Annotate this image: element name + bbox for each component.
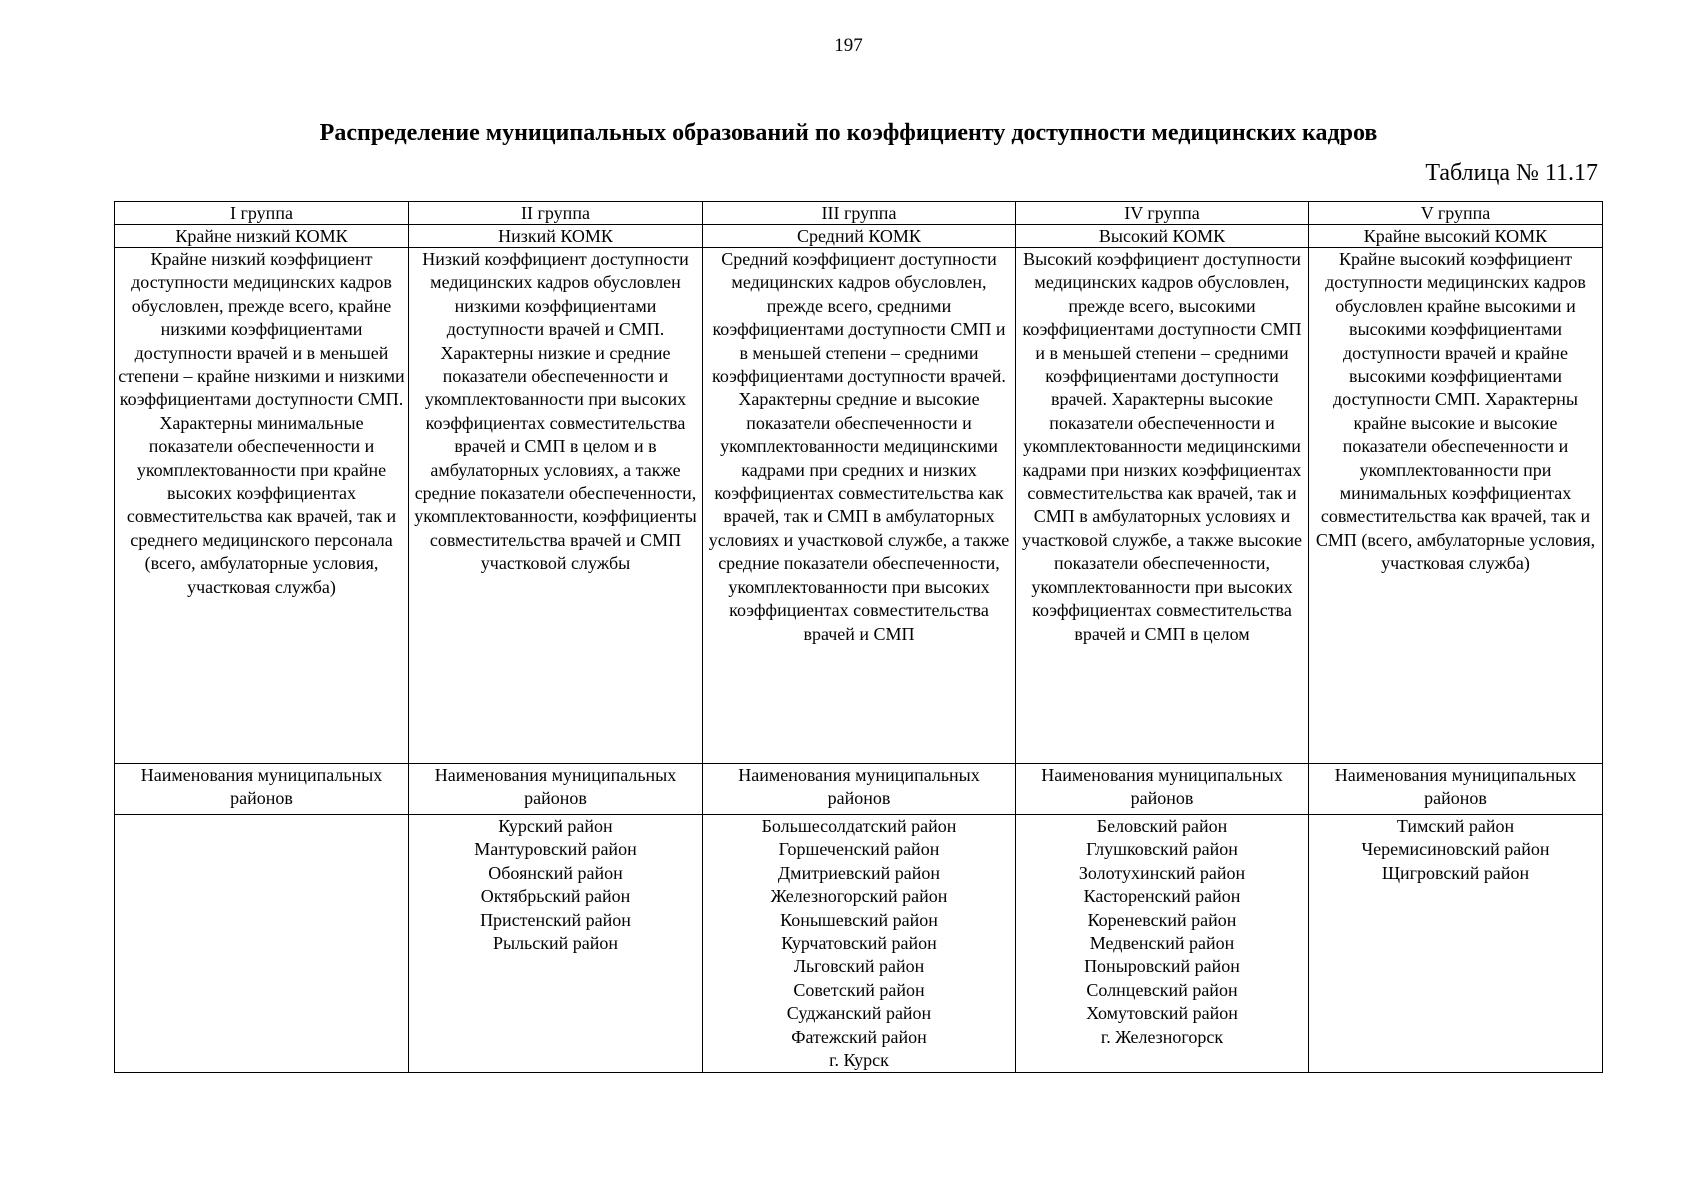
district-name: Курчатовский район [781, 933, 937, 954]
district-list-cell [1309, 815, 1603, 1073]
district-name: Тимский район [1396, 816, 1515, 836]
district-name: Медвенский район [1089, 933, 1235, 954]
group-description-cell: Низкий коэффициент доступности медицинских кадров обусловлен низкими коэффициентами доступности врачей и СМП. Характерны низкие и средние показатели обеспеченности и укомплектованности при высоких коэффициентах совместительства врачей и СМП в целом и в амбулаторных условиях, а также средние показатели обеспеченности, укомплектованности, коэффициенты совместительства врачей и СМП участковой службы [409, 248, 703, 764]
document-title: Распределение муниципальных образований по коэффициенту доступности медицинских кадров [319, 120, 1378, 146]
district-list-row [115, 815, 1603, 1073]
group-name-cell: III группа [703, 202, 1016, 225]
district-name: Золотухинский район [1078, 862, 1246, 883]
table-caption: Таблица № 11.17 [1425, 160, 1598, 186]
group-description-cell: Средний коэффициент доступности медицинских кадров обусловлен, прежде всего, средними коэффициентами доступности СМП и в меньшей степени – средними коэффициентами доступности врачей. Характерны средние и высокие показатели обеспеченности и укомплектованности медицинскими кадрами при средних и низких коэффициентах совместительства как врачей, так и СМП в амбулаторных условиях и участковой службе, а также средние показатели обеспеченности, укомплектованности при высоких коэффициентах совместительства врачей и СМП [703, 248, 1016, 764]
district-name: Черемисиновский район [1361, 839, 1550, 860]
district-name: Железногорский район [770, 886, 948, 907]
page-number: 197 [834, 35, 863, 56]
district-names-header-cell: Наименования муниципальных районов [115, 764, 409, 815]
district-name: Рыльский район [492, 933, 619, 954]
district-name: Хомутовский район [1086, 1003, 1238, 1024]
district-name: Конышевский район [780, 909, 938, 930]
district-name: г. Железногорск [1100, 1026, 1224, 1047]
district-name: Большесолдатский район [761, 816, 957, 836]
district-names-header-cell: Наименования муниципальных районов [1309, 764, 1603, 815]
district-name: Курский район [498, 816, 613, 836]
group-level-cell: Средний КОМК [703, 225, 1016, 248]
district-name: г. Курск [829, 1050, 889, 1071]
group-description-cell: Крайне низкий коэффициент доступности медицинских кадров обусловлен, прежде всего, крайне низкими коэффициентами доступности врачей и в меньшей степени – крайне низкими и низкими коэффициентами доступности СМП. Характерны минимальные показатели обеспеченности и укомплектованности при крайне высоких коэффициентах совместительства как врачей, так и среднего медицинского персонала (всего, амбулаторные условия, участковая служба) [115, 248, 409, 764]
district-name: Кореневский район [1087, 909, 1237, 930]
group-name-row [115, 202, 1603, 225]
group-level-cell: Низкий КОМК [409, 225, 703, 248]
district-names-header-row [115, 764, 1603, 815]
district-name: Советский район [793, 979, 925, 1000]
group-level-row [115, 225, 1603, 248]
district-name: Льговский район [793, 956, 925, 977]
group-name-cell: II группа [409, 202, 703, 225]
district-name: Октябрьский район [480, 886, 631, 907]
group-name-cell: I группа [115, 202, 409, 225]
group-level-cell: Крайне низкий КОМК [115, 225, 409, 248]
group-description-cell: Высокий коэффициент доступности медицинских кадров обусловлен, прежде всего, высокими коэффициентами доступности СМП и в меньшей степени – средними коэффициентами доступности врачей. Характерны высокие показатели обеспеченности и укомплектованности медицинскими кадрами при низких коэффициентах совместительства как врачей, так и СМП в амбулаторных условиях и участковой службе, а также высокие показатели обеспеченности, укомплектованности при высоких коэффициентах совместительства врачей и СМП в целом [1016, 248, 1309, 764]
district-list-cell [115, 815, 409, 1073]
group-name-cell: IV группа [1016, 202, 1309, 225]
district-name: Щигровский район [1381, 862, 1530, 883]
group-description-row [115, 248, 1603, 764]
group-description-cell: Крайне высокий коэффициент доступности медицинских кадров обусловлен крайне высокими и высокими коэффициентами доступности врачей и крайне высокими коэффициентами доступности СМП. Характерны крайне высокие и высокие показатели обеспеченности и укомплектованности при минимальных коэффициентах совместительства как врачей, так и СМП (всего, амбулаторные условия, участковая служба) [1309, 248, 1603, 764]
group-name-cell: V группа [1309, 202, 1603, 225]
district-name: Беловский район [1096, 816, 1228, 836]
district-name: Фатежский район [791, 1026, 927, 1047]
district-name: Обоянский район [488, 862, 623, 883]
district-name: Горшеченский район [778, 839, 940, 860]
district-name: Мантуровский район [474, 839, 637, 860]
district-list-cell [1016, 815, 1309, 1073]
group-level-cell: Высокий КОМК [1016, 225, 1309, 248]
district-name: Касторенский район [1083, 886, 1241, 907]
district-list-cell [409, 815, 703, 1073]
district-name: Дмитриевский район [777, 862, 941, 883]
district-name: Поныровский район [1084, 956, 1240, 977]
group-level-cell: Крайне высокий КОМК [1309, 225, 1603, 248]
municipal-distribution-table [114, 201, 1603, 1073]
district-name: Глушковский район [1086, 839, 1238, 860]
district-names-header-cell: Наименования муниципальных районов [1016, 764, 1309, 815]
district-name: Пристенский район [480, 909, 631, 930]
district-names-header-cell: Наименования муниципальных районов [409, 764, 703, 815]
district-name: Солнцевский район [1086, 979, 1238, 1000]
district-list-cell [703, 815, 1016, 1073]
district-name: Суджанский район [786, 1003, 932, 1024]
district-names-header-cell: Наименования муниципальных районов [703, 764, 1016, 815]
